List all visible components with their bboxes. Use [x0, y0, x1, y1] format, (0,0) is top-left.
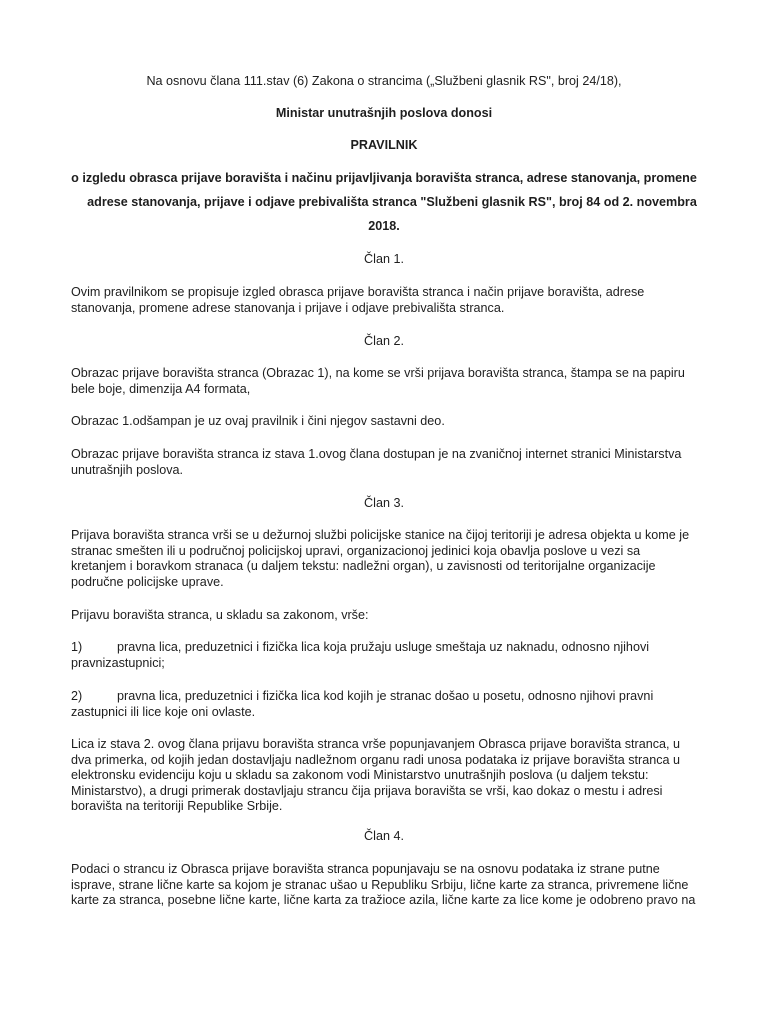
article-2-paragraph-3 — [71, 447, 701, 478]
subtitle-line-1: o izgledu obrasca prijave boravišta i načinu prijavljivanja boravišta stranca, adrese stanovanja, promene — [71, 171, 697, 185]
text-line: boravišta na teritoriji Republike Srbije. — [71, 799, 283, 813]
article-3-paragraph-3 — [71, 737, 701, 815]
subtitle-line-2: adrese stanovanja, prijave i odjave prebivališta stranca "Službeni glasnik RS", broj 84 od 2. novembra — [87, 195, 697, 209]
text-line: pravnizastupnici; — [71, 655, 165, 670]
text-line: unutrašnjih poslova. — [71, 462, 184, 477]
text-line: elektronsku evidenciju koju u skladu sa zakonom vodi Ministarstvo unutrašnjih poslova (u daljem tekstu: — [71, 768, 649, 782]
article-3-paragraph-1 — [71, 528, 701, 590]
text-line: Ministarstvo), a drugi primerak dostavljaju strancu čija prijava boravišta se vrši, kao dokaz o mestu i adresi — [71, 783, 663, 798]
article-4-title: Član 4. — [364, 829, 404, 843]
article-2-paragraph-1 — [71, 366, 701, 397]
text-line: zastupnici ili lice koje oni ovlaste. — [71, 704, 256, 719]
text-line: kretanjem i boravkom stranaca (u daljem tekstu: nadležni organ), u zavisnosti od teritorijalne organizacije — [71, 559, 656, 573]
document-heading: PRAVILNIK — [350, 138, 418, 152]
article-2-paragraph-2 — [71, 414, 701, 430]
text-line: Obrazac prijave boravišta stranca iz stava 1.ovog člana dostupan je na zvaničnoj internet stranici Ministarstva — [71, 447, 682, 461]
text-line: karte za stranca, posebne lične karte, lične karta za tražioce azila, lične karte za lice kome je odobreno pravo na — [71, 893, 696, 907]
article-4-paragraph-1 — [71, 862, 701, 909]
text-line: Obrazac prijave boravišta stranca (Obrazac 1), na kome se vrši prijava boravišta stranca, štampa se na papiru — [71, 366, 685, 380]
text-line: pravna lica, preduzetnici i fizička lica kod kojih je stranac došao u posetu, odnosno njihovi pravni — [117, 689, 654, 703]
text-line: pravna lica, preduzetnici i fizička lica koja pružaju usluge smeštaja uz naknadu, odnosno njihovi — [117, 640, 650, 654]
intro-line: Na osnovu člana 111.stav (6) Zakona o strancima („Službeni glasnik RS", broj 24/18), — [146, 74, 622, 88]
text-line: Podaci o strancu iz Obrasca prijave boravišta stranca popunjavaju se na osnovu podataka iz strane putne — [71, 862, 660, 876]
article-1-paragraph — [71, 285, 701, 316]
text-line: Obrazac 1.odšampan je uz ovaj pravilnik i čini njegov sastavni deo. — [71, 414, 445, 428]
text-line: isprave, strane lične karte sa kojom je stranac ušao u Republiku Srbiju, lične karte za stranca, privremene lične — [71, 877, 689, 892]
text-line: Prijavu boravišta stranca, u skladu sa zakonom, vrše: — [71, 608, 369, 622]
text-line: Ovim pravilnikom se propisuje izgled obrasca prijave boravišta stranca i način prijave boravišta, adrese — [71, 285, 645, 299]
subtitle-line-3: 2018. — [368, 219, 400, 233]
article-3-title: Član 3. — [364, 496, 404, 510]
article-2-title: Član 2. — [364, 334, 404, 348]
text-line: dva primerka, od kojih jedan dostavljaju nadležnom organu radi unosa podataka iz prijave boravišta stranca u — [71, 752, 681, 767]
list-item — [71, 640, 701, 671]
text-line: Lica iz stava 2. ovog člana prijavu boravišta stranca vrše popunjavanjem Obrasca prijave boravišta stranca, u — [71, 737, 681, 751]
article-1-title: Član 1. — [364, 252, 404, 266]
list-item-number: 1) — [71, 640, 83, 654]
article-3-paragraph-2 — [71, 608, 701, 624]
list-item — [71, 689, 701, 720]
issuer-line: Ministar unutrašnjih poslova donosi — [275, 106, 493, 120]
text-line: Prijava boravišta stranca vrši se u dežurnoj službi policijske stanice na čijoj teritoriji je adresa objekta u kome je — [71, 528, 690, 542]
text-line: bele boje, dimenzija A4 formata, — [71, 381, 251, 396]
text-line: stranac smešten ili u područnoj policijskoj upravi, organizacionoj jedinici koja obavlja poslove u vezi sa — [71, 543, 641, 558]
list-item-number: 2) — [71, 689, 83, 703]
text-line: područne policijske uprave. — [71, 574, 224, 589]
text-line: stanovanja, promene adrese stanovanja i prijave i odjave prebivališta stranca. — [71, 300, 505, 315]
